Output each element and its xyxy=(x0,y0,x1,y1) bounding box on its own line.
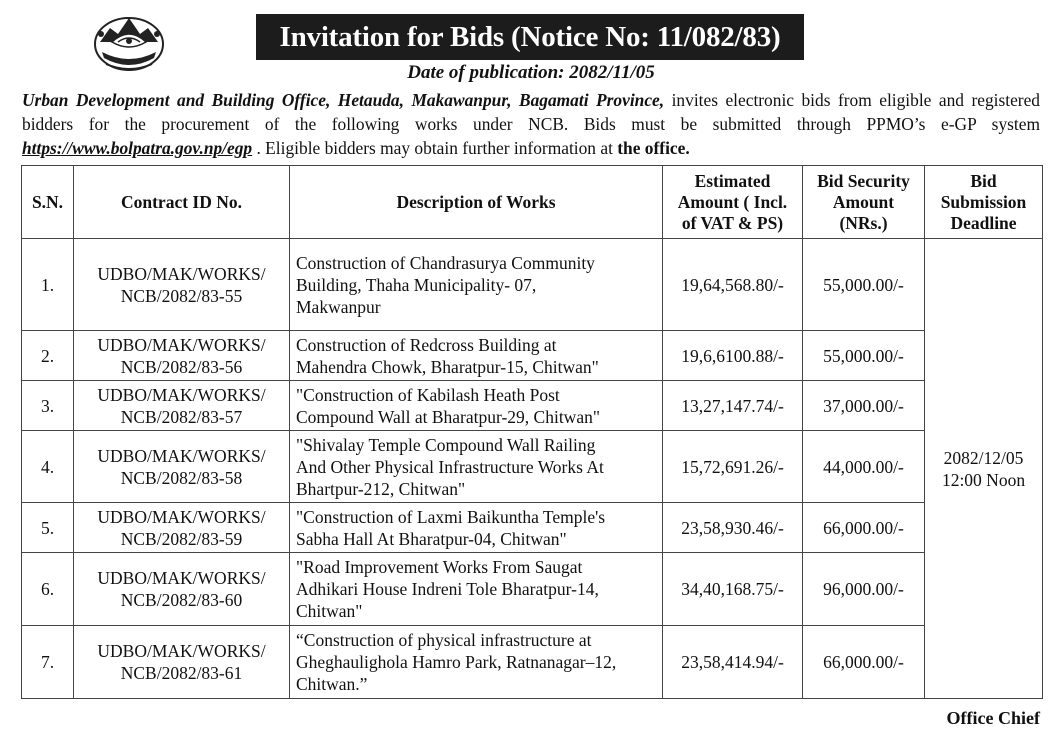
header-line: Estimated xyxy=(694,170,771,191)
contract-line: UDBO/MAK/WORKS/ xyxy=(97,506,266,527)
table-row xyxy=(22,331,1043,381)
contract-line: NCB/2082/83-59 xyxy=(120,528,243,549)
signature-office-chief: Office Chief xyxy=(946,708,1040,728)
cell-contract-id xyxy=(74,553,290,626)
cell-estimated-amount: 23,58,930.46/- xyxy=(663,503,803,553)
notice-title: Invitation for Bids (Notice No: 11/082/83) xyxy=(256,14,804,60)
deadline-time: 12:00 Noon xyxy=(941,469,1026,490)
cell-bid-security: 37,000.00/- xyxy=(803,381,925,431)
cell-description xyxy=(290,239,663,331)
cell-estimated-amount: 23,58,414.94/- xyxy=(663,626,803,699)
contract-line: UDBO/MAK/WORKS/ xyxy=(97,263,266,284)
desc-line: Bhartpur-212, Chitwan" xyxy=(296,478,466,499)
cell-estimated-amount: 34,40,168.75/- xyxy=(663,553,803,626)
cell-bid-security: 55,000.00/- xyxy=(803,331,925,381)
desc-line: "Construction of Kabilash Heath Post xyxy=(296,384,560,405)
intro-text: invites electronic bids from eligible and registered bidders for the procurement of the following works under NCB. Bids must be submitted through PPMO’s e-GP system xyxy=(22,90,1041,134)
cell-bid-security: 66,000.00/- xyxy=(803,503,925,553)
intro-paragraph xyxy=(22,88,1040,160)
cell-description xyxy=(290,381,663,431)
cell-sn: 7. xyxy=(22,626,74,699)
desc-line: Mahendra Chowk, Bharatpur-15, Chitwan" xyxy=(296,356,599,377)
cell-submission-deadline xyxy=(925,239,1043,699)
cell-description xyxy=(290,553,663,626)
desc-line: Construction of Redcross Building at xyxy=(296,334,557,355)
header-bid-security xyxy=(803,166,925,239)
cell-description xyxy=(290,431,663,503)
cell-estimated-amount: 13,27,147.74/- xyxy=(663,381,803,431)
desc-line: Compound Wall at Bharatpur-29, Chitwan" xyxy=(296,406,600,427)
cell-contract-id xyxy=(74,381,290,431)
table-header-row xyxy=(22,166,1043,239)
organization-name: Urban Development and Building Office, Hetauda, Makawanpur, Bagamati Province, xyxy=(22,90,665,110)
desc-line: Makwanpur xyxy=(296,296,381,317)
header-line: Bid Security xyxy=(817,170,910,191)
cell-bid-security: 44,000.00/- xyxy=(803,431,925,503)
table-row xyxy=(22,239,1043,331)
office-reference: the office. xyxy=(617,138,690,158)
cell-contract-id xyxy=(74,503,290,553)
header-line: Submission xyxy=(940,191,1027,212)
cell-sn: 3. xyxy=(22,381,74,431)
table-row xyxy=(22,553,1043,626)
cell-contract-id xyxy=(74,626,290,699)
desc-line: Gheghaulighola Hamro Park, Ratnanagar–12, xyxy=(296,652,617,672)
header-line: Bid xyxy=(970,170,997,191)
cell-bid-security: 55,000.00/- xyxy=(803,239,925,331)
cell-contract-id xyxy=(74,239,290,331)
contract-line: NCB/2082/83-60 xyxy=(120,590,243,610)
contract-line: UDBO/MAK/WORKS/ xyxy=(97,334,266,355)
table-row xyxy=(22,381,1043,431)
table-row xyxy=(22,626,1043,699)
intro-text-2: . Eligible bidders may obtain further information at xyxy=(252,138,618,158)
contract-line: NCB/2082/83-58 xyxy=(120,467,243,488)
cell-bid-security: 66,000.00/- xyxy=(803,626,925,699)
cell-contract-id xyxy=(74,331,290,381)
desc-line: Chitwan" xyxy=(296,601,363,621)
header-description: Description of Works xyxy=(290,166,663,239)
cell-description xyxy=(290,626,663,699)
cell-bid-security: 96,000.00/- xyxy=(803,553,925,626)
cell-estimated-amount: 15,72,691.26/- xyxy=(663,431,803,503)
desc-line: Construction of Chandrasurya Community xyxy=(296,252,595,273)
header-contract-id: Contract ID No. xyxy=(74,166,290,239)
cell-description xyxy=(290,503,663,553)
bids-table xyxy=(21,165,1043,699)
header-estimated-amount xyxy=(663,166,803,239)
publication-date: Date of publication: 2082/11/05 xyxy=(407,62,655,83)
desc-line: Sabha Hall At Bharatpur-04, Chitwan" xyxy=(296,528,567,549)
desc-line: Adhikari House Indreni Tole Bharatpur-14, xyxy=(296,579,599,599)
cell-contract-id xyxy=(74,431,290,503)
contract-line: NCB/2082/83-61 xyxy=(120,663,243,683)
contract-line: UDBO/MAK/WORKS/ xyxy=(97,568,266,588)
cell-sn: 1. xyxy=(22,239,74,331)
header-deadline xyxy=(925,166,1043,239)
desc-line: "Shivalay Temple Compound Wall Railing xyxy=(296,434,596,455)
desc-line: And Other Physical Infrastructure Works At xyxy=(296,456,604,477)
table-row xyxy=(22,503,1043,553)
header-line: (NRs.) xyxy=(839,212,888,233)
contract-line: UDBO/MAK/WORKS/ xyxy=(97,445,266,466)
desc-line: "Road Improvement Works From Saugat xyxy=(296,557,583,577)
contract-line: UDBO/MAK/WORKS/ xyxy=(97,384,266,405)
desc-line: Building, Thaha Municipality- 07, xyxy=(296,274,537,295)
header-line: Amount ( Incl. xyxy=(677,191,788,212)
table-row xyxy=(22,431,1043,503)
cell-sn: 5. xyxy=(22,503,74,553)
cell-sn: 2. xyxy=(22,331,74,381)
desc-line: “Construction of physical infrastructure at xyxy=(296,630,592,650)
contract-line: NCB/2082/83-56 xyxy=(120,356,243,377)
egp-link[interactable]: https://www.bolpatra.gov.np/egp xyxy=(22,138,253,158)
header-sn: S.N. xyxy=(22,166,74,239)
deadline-date: 2082/12/05 xyxy=(943,447,1024,468)
header-line: Amount xyxy=(832,191,895,212)
cell-estimated-amount: 19,6,6100.88/- xyxy=(663,331,803,381)
cell-sn: 6. xyxy=(22,553,74,626)
desc-line: Chitwan.” xyxy=(296,674,368,694)
contract-line: UDBO/MAK/WORKS/ xyxy=(97,641,266,661)
contract-line: NCB/2082/83-55 xyxy=(120,285,243,306)
desc-line: "Construction of Laxmi Baikuntha Temple's xyxy=(296,506,606,527)
cell-estimated-amount: 19,64,568.80/- xyxy=(663,239,803,331)
header-line: of VAT & PS) xyxy=(681,212,784,233)
cell-description xyxy=(290,331,663,381)
header-line: Deadline xyxy=(950,212,1017,233)
contract-line: NCB/2082/83-57 xyxy=(120,406,243,427)
cell-sn: 4. xyxy=(22,431,74,503)
